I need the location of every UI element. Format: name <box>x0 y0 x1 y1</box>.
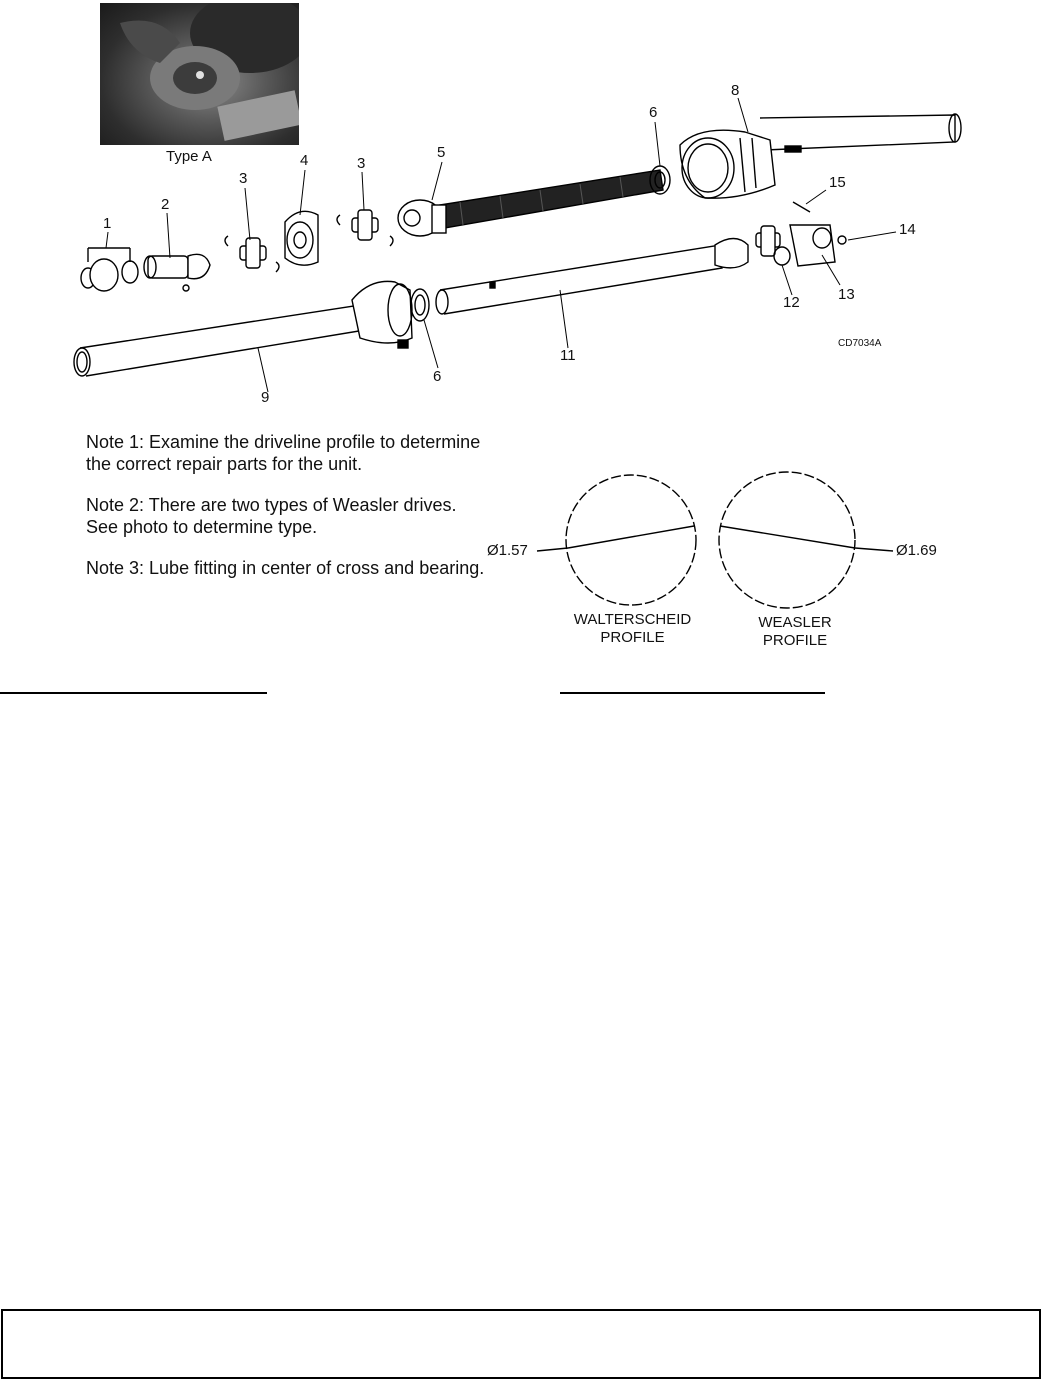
photo-caption: Type A <box>166 148 212 165</box>
yoke-5 <box>398 200 446 236</box>
callout-15: 15 <box>829 174 846 191</box>
figure-code: CD7034A <box>838 338 882 349</box>
callout-14: 14 <box>899 221 916 238</box>
weasler-dimension: Ø1.69 <box>896 542 937 559</box>
callout-3: 3 <box>239 170 248 187</box>
callout-6: 6 <box>649 104 658 121</box>
walterscheid-profile-drawing <box>537 475 696 605</box>
cross-bearing-3b <box>337 210 393 246</box>
callout-2: 2 <box>161 196 170 213</box>
yoke-2 <box>144 254 210 291</box>
walterscheid-dimension: Ø1.57 <box>487 542 528 559</box>
callout-1: 1 <box>103 215 112 232</box>
outer-tube-lower <box>74 281 412 376</box>
callout-11: 11 <box>560 347 576 364</box>
callout-5: 5 <box>437 144 446 161</box>
weasler-profile-label: WEASLER PROFILE <box>758 614 832 649</box>
yoke-12-13 <box>715 202 846 268</box>
notes-block <box>86 431 546 598</box>
callout-4: 4 <box>300 152 309 169</box>
note-2: Note 2: There are two types of Weasler drives. See photo to determine type. <box>86 495 457 537</box>
footer-box <box>1 1309 1041 1379</box>
callout-8: 8 <box>731 82 740 99</box>
section-rule-left <box>0 692 267 694</box>
bearing-ring-lower <box>411 289 429 321</box>
callout-9: 9 <box>261 389 270 406</box>
note-1: Note 1: Examine the driveline profile to determine the correct repair parts for the unit. <box>86 432 481 474</box>
section-rule-right <box>560 692 825 694</box>
cross-bearing-3a <box>225 236 279 272</box>
callout-6: 6 <box>433 368 442 385</box>
weasler-profile-drawing <box>719 472 893 608</box>
outer-tube-upper <box>680 114 961 198</box>
callout-12: 12 <box>783 294 800 311</box>
walterscheid-profile-label: WALTERSCHEID PROFILE <box>573 611 692 646</box>
inner-tube-upper <box>440 170 663 228</box>
collar-1 <box>81 248 138 291</box>
yoke-4 <box>285 211 318 265</box>
inner-tube-lower <box>436 245 722 314</box>
note-3: Note 3: Lube fitting in center of cross and bearing. <box>86 558 485 578</box>
callout-13: 13 <box>838 286 855 303</box>
callout-3: 3 <box>357 155 366 172</box>
